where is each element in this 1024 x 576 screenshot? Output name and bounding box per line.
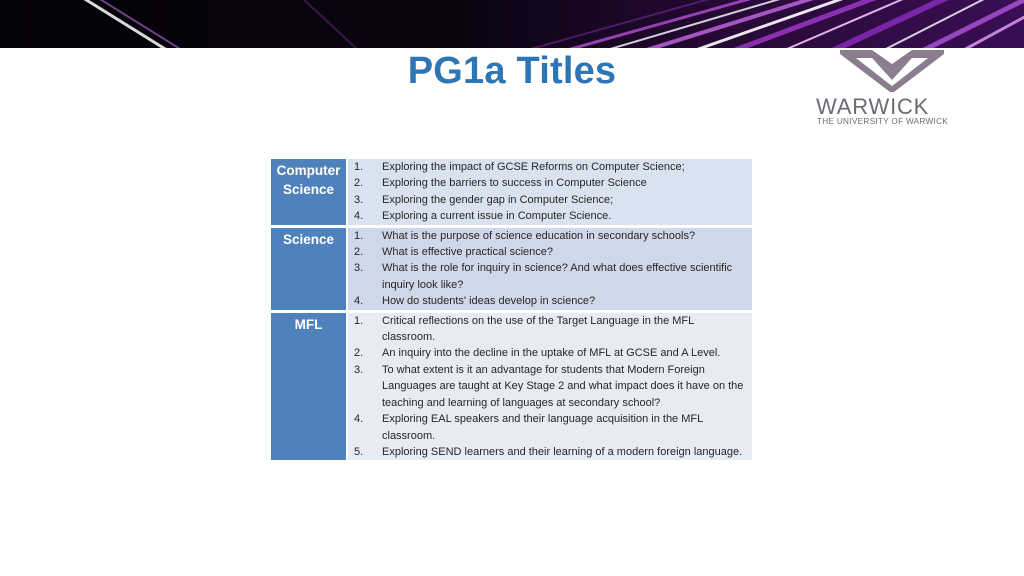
subject-cell: MFL	[271, 313, 348, 461]
logo-wordmark: WARWICK	[816, 94, 930, 119]
list-item	[348, 362, 746, 411]
item-number: 1.	[354, 229, 364, 242]
item-number: 1.	[354, 161, 364, 173]
topic-list	[348, 228, 752, 310]
list-item	[348, 175, 746, 191]
item-text: An inquiry into the decline in the uptake of MFL at GCSE and A Level.	[382, 347, 721, 360]
item-text: Exploring a current issue in Computer Science.	[382, 210, 612, 223]
titles-table	[271, 159, 752, 460]
item-number: 1.	[354, 314, 364, 327]
list-item	[348, 208, 746, 224]
list-item	[348, 313, 746, 346]
page-title: PG1a Titles	[407, 50, 617, 92]
item-number: 5.	[354, 445, 364, 458]
list-item	[348, 228, 746, 244]
header-banner	[0, 0, 1024, 48]
table-row	[271, 228, 752, 313]
list-item	[348, 192, 746, 208]
item-text: How do students' ideas develop in science?	[382, 295, 596, 308]
warwick-logo-mark-icon	[836, 50, 948, 92]
topic-list	[348, 313, 752, 461]
list-item	[348, 411, 746, 444]
item-number: 3.	[354, 262, 364, 275]
subject-cell: Science	[271, 228, 348, 310]
list-item	[348, 159, 746, 175]
list-item	[348, 444, 746, 460]
list-item	[348, 345, 746, 361]
item-text: What is effective practical science?	[382, 246, 553, 259]
topic-list	[348, 159, 752, 225]
item-number: 4.	[354, 413, 364, 426]
list-item	[348, 293, 746, 309]
item-text: Exploring the impact of GCSE Reforms on Computer Science;	[382, 161, 685, 173]
list-item	[348, 260, 746, 293]
item-number: 4.	[354, 210, 364, 223]
item-text: Exploring the gender gap in Computer Science;	[382, 193, 614, 206]
warwick-logo	[812, 50, 976, 132]
item-number: 4.	[354, 295, 364, 308]
table-row	[271, 159, 752, 228]
logo-subtitle: THE UNIVERSITY OF WARWICK	[817, 117, 949, 126]
item-number: 3.	[354, 363, 364, 376]
item-number: 2.	[354, 246, 364, 259]
item-text: Critical reflections on the use of the Target Language in the MFL classroom.	[382, 314, 694, 344]
item-text: Exploring the barriers to success in Computer Science	[382, 177, 647, 190]
item-text: What is the purpose of science education in secondary schools?	[382, 229, 696, 242]
item-number: 2.	[354, 177, 364, 190]
item-text: Exploring EAL speakers and their language acquisition in the MFL classroom.	[382, 413, 703, 442]
banner-streaks	[0, 0, 1024, 48]
item-number: 2.	[354, 347, 364, 360]
item-text: What is the role for inquiry in science? And what does effective scientific inquiry look like?	[382, 262, 733, 291]
item-text: To what extent is it an advantage for students that Modern Foreign Languages are taught at Key Stage 2 and what impact does it have on the teaching and learning of languages at secondary school?	[382, 363, 744, 409]
table-row	[271, 313, 752, 461]
subject-cell: Computer Science	[271, 159, 348, 225]
item-text: Exploring SEND learners and their learning of a modern foreign language.	[382, 445, 743, 458]
item-number: 3.	[354, 193, 364, 206]
list-item	[348, 244, 746, 260]
